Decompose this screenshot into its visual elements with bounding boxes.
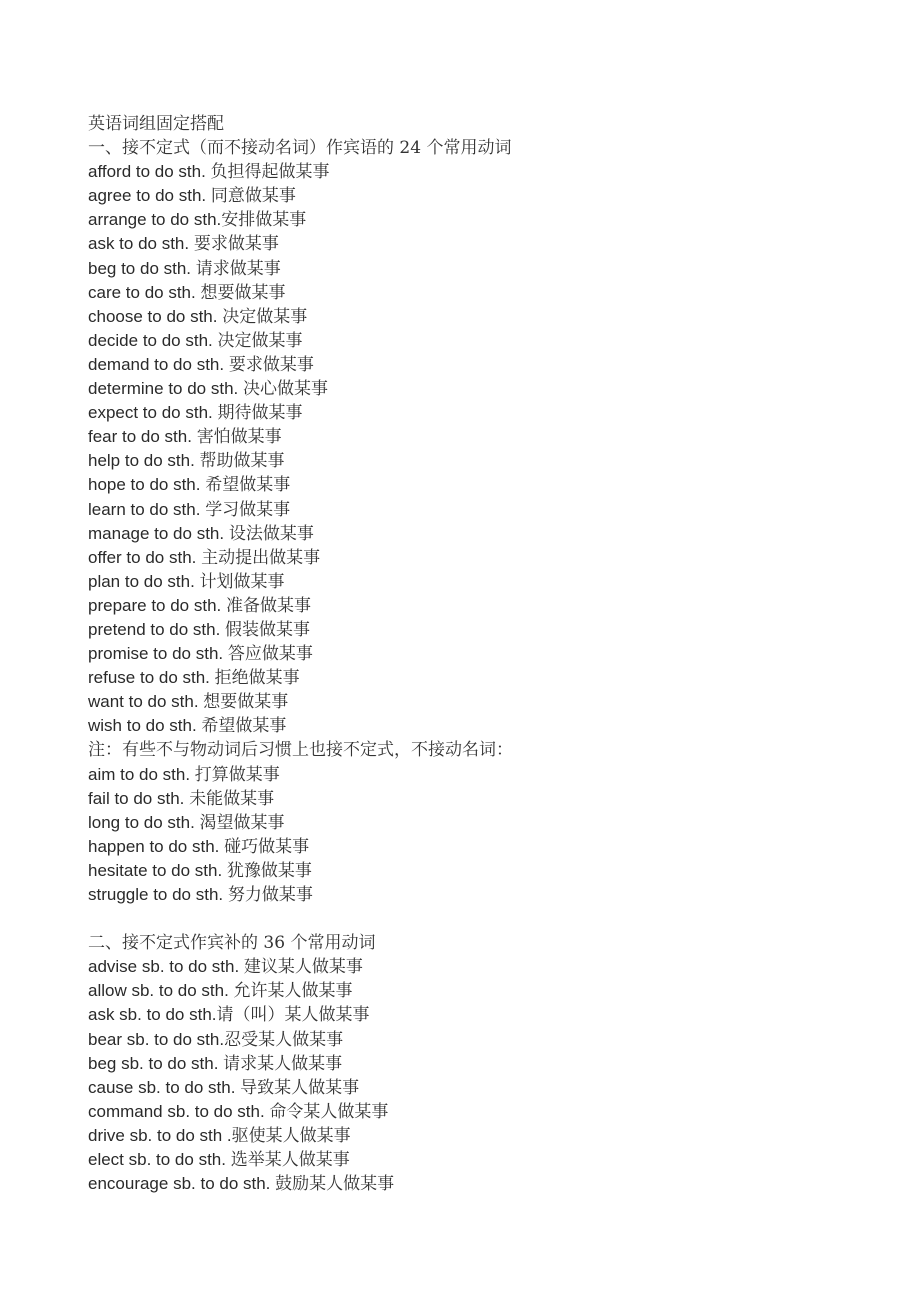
section-1-heading: 一、接不定式（而不接动名词）作宾语的 24 个常用动词 [88,138,512,159]
section-2-heading: 二、接不定式作宾补的 36 个常用动词 [88,933,376,954]
verb-entry: wish to do sth. 希望做某事 [88,716,287,737]
verb-entry: ask sb. to do sth.请（叫）某人做某事 [88,1005,370,1026]
verb-entry: elect sb. to do sth. 选举某人做某事 [88,1150,350,1171]
verb-entry: manage to do sth. 设法做某事 [88,523,314,544]
note-verb-entry: fail to do sth. 未能做某事 [88,788,275,809]
verb-entry: agree to do sth. 同意做某事 [88,186,296,207]
document-body [88,112,888,1196]
verb-entry: promise to do sth. 答应做某事 [88,644,313,665]
verb-entry: choose to do sth. 决定做某事 [88,306,308,327]
paragraph-spacer [88,907,888,931]
verb-entry: help to do sth. 帮助做某事 [88,451,285,472]
verb-entry: command sb. to do sth. 命令某人做某事 [88,1101,389,1122]
verb-entry: encourage sb. to do sth. 鼓励某人做某事 [88,1174,395,1195]
verb-entry: offer to do sth. 主动提出做某事 [88,547,321,568]
section-1-note: 注：有些不与物动词后习惯上也接不定式，不接动名词： [88,740,513,761]
verb-entry: demand to do sth. 要求做某事 [88,354,314,375]
note-verb-entry: aim to do sth. 打算做某事 [88,764,280,785]
verb-entry: beg sb. to do sth. 请求某人做某事 [88,1053,343,1074]
verb-entry: beg to do sth. 请求做某事 [88,258,281,279]
verb-entry: advise sb. to do sth. 建议某人做某事 [88,957,363,978]
document-title: 英语词组固定搭配 [88,114,224,134]
verb-entry: afford to do sth. 负担得起做某事 [88,162,330,183]
verb-entry: plan to do sth. 计划做某事 [88,571,285,592]
verb-entry: ask to do sth. 要求做某事 [88,234,279,255]
verb-entry: determine to do sth. 决心做某事 [88,379,328,400]
verb-entry: allow sb. to do sth. 允许某人做某事 [88,981,353,1002]
verb-entry: bear sb. to do sth.忍受某人做某事 [88,1029,344,1050]
verb-entry: cause sb. to do sth. 导致某人做某事 [88,1077,360,1098]
verb-entry: hope to do sth. 希望做某事 [88,475,291,496]
verb-entry: refuse to do sth. 拒绝做某事 [88,668,300,689]
verb-entry: pretend to do sth. 假装做某事 [88,619,311,640]
verb-entry: prepare to do sth. 准备做某事 [88,595,311,616]
verb-entry: fear to do sth. 害怕做某事 [88,427,282,448]
verb-entry: drive sb. to do sth .驱使某人做某事 [88,1125,351,1146]
verb-entry: want to do sth. 想要做某事 [88,692,289,713]
note-verb-entry: hesitate to do sth. 犹豫做某事 [88,860,312,881]
verb-entry: care to do sth. 想要做某事 [88,282,286,303]
verb-entry: decide to do sth. 决定做某事 [88,330,303,351]
verb-entry: expect to do sth. 期待做某事 [88,403,303,424]
note-verb-entry: struggle to do sth. 努力做某事 [88,885,313,905]
verb-entry: arrange to do sth.安排做某事 [88,210,307,231]
note-verb-entry: long to do sth. 渴望做某事 [88,812,285,833]
verb-entry: learn to do sth. 学习做某事 [88,499,291,520]
note-verb-entry: happen to do sth. 碰巧做某事 [88,836,310,857]
